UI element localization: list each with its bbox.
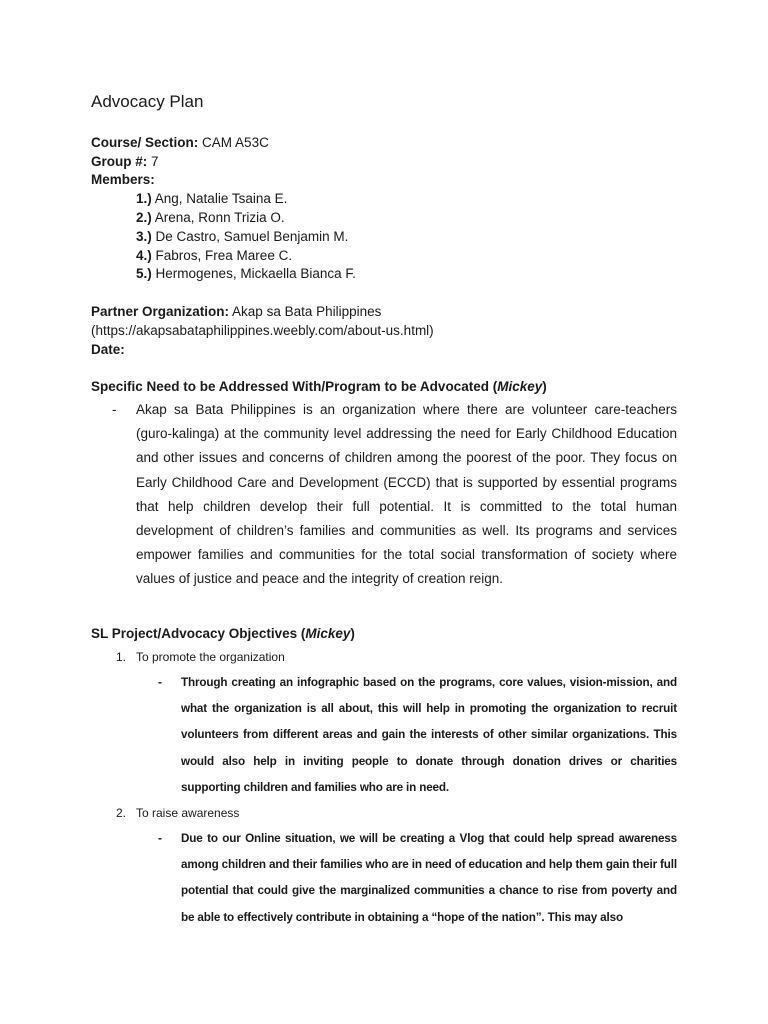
section-heading-need — [91, 377, 547, 396]
bullet-dash: - — [158, 831, 162, 845]
heading-author: Mickey — [305, 626, 351, 641]
members-label: Members: — [91, 172, 155, 187]
objective-label: To promote the organization — [136, 650, 285, 664]
date-label: Date: — [91, 342, 125, 357]
need-paragraph: Akap sa Bata Philippines is an organization where there are volunteer care-teachers (guro-kalinga) at the community level addressing the need for Early Childhood Education and other issues and concerns of children among the poorest of the poor. They focus on Early Childhood Care and Development (ECCD) that is supported by essential programs that help children develop their full potential. It is committed to the total human development of children’s families and communities as well. Its programs and services empower families and communities for the total social transformation of society where values of justice and peace and the integrity of creation reign. — [136, 402, 677, 587]
partner-line — [91, 302, 381, 321]
objective-paragraph: Due to our Online situation, we will be creating a Vlog that could help spread awareness among children and their families who are in need of education and help them gain their full potential that could give the marginalized communities a chance to rise from poverty and be able to effectively contribute in obtaining a “hope of the nation”. This may also — [181, 832, 677, 924]
objective-number: 1. — [116, 650, 127, 664]
partner-value: Akap sa Bata Philippines — [232, 304, 382, 319]
member-item — [136, 246, 292, 265]
section-heading-objectives — [91, 624, 355, 643]
objective-label: To raise awareness — [136, 806, 240, 820]
member-number: 5.) — [136, 266, 152, 281]
member-number: 1.) — [136, 191, 152, 206]
objective-paragraph: Through creating an infographic based on the programs, core values, vision-mission, and what the organization is all about, this will help in promoting the organization to recruit volunteers from different areas and gain the interests of other similar organizations. This would also help in inviting people to donate through donation drives or charities supporting children and families who are in need. — [181, 676, 677, 794]
partner-label: Partner Organization: — [91, 304, 230, 319]
document-title: Advocacy Plan — [91, 92, 204, 111]
group-value: 7 — [151, 154, 159, 169]
member-name: Fabros, Frea Maree C. — [155, 248, 293, 263]
heading-text: SL Project/Advocacy Objectives ( — [91, 626, 306, 641]
member-item — [136, 264, 356, 283]
member-number: 3.) — [136, 229, 152, 244]
heading-author: Mickey — [497, 379, 543, 394]
heading-suffix: ) — [350, 626, 355, 641]
objective-number: 2. — [116, 806, 127, 820]
member-number: 4.) — [136, 248, 152, 263]
member-item — [136, 208, 285, 227]
member-item — [136, 189, 287, 208]
member-name: De Castro, Samuel Benjamin M. — [155, 229, 349, 244]
course-value: CAM A53C — [202, 135, 269, 150]
member-name: Arena, Ronn Trizia O. — [154, 210, 285, 225]
heading-text: Specific Need to be Addressed With/Program to be Advocated ( — [91, 379, 498, 394]
group-label: Group #: — [91, 154, 148, 169]
member-name: Ang, Natalie Tsaina E. — [154, 191, 288, 206]
partner-url: (https://akapsabataphilippines.weebly.com/about-us.html) — [91, 323, 434, 338]
bullet-dash: - — [158, 675, 162, 689]
member-name: Hermogenes, Mickaella Bianca F. — [155, 266, 356, 281]
group-line — [91, 152, 159, 171]
bullet-dash: - — [112, 402, 117, 417]
course-section-line — [91, 133, 269, 152]
member-number: 2.) — [136, 210, 152, 225]
member-item — [136, 227, 348, 246]
course-label: Course/ Section: — [91, 135, 199, 150]
heading-suffix: ) — [542, 379, 547, 394]
